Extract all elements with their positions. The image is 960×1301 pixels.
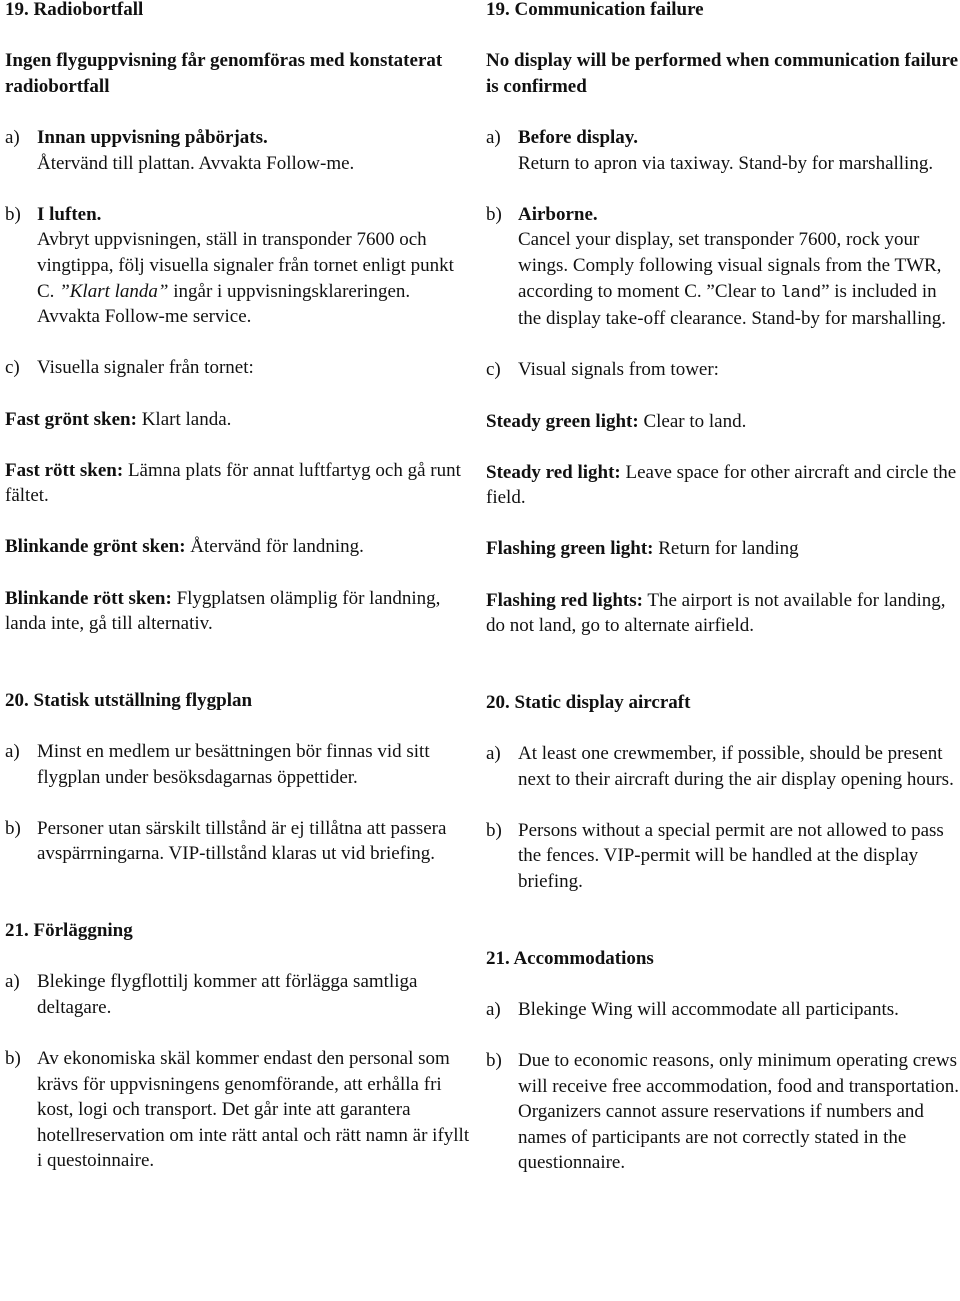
section-number: 21. [486,947,510,969]
section-intro: No display will be performed when communication failure is confirmed [486,50,959,97]
section-heading: 19. Communication failure [486,0,704,20]
signal-text: Return for landing [658,538,799,560]
item-a [5,125,473,176]
item-label: b) [486,203,502,225]
signal-text: Leave space for other aircraft and circle the field. [486,461,957,509]
section-title: Förläggning [33,920,133,941]
item-text: Blekinge Wing will accommodate all participants. [518,998,899,1020]
section-19-sv [5,0,473,637]
item-title: Innan uppvisning påbörjats. [37,126,268,148]
section-heading [5,688,473,714]
item-label: a) [5,126,20,148]
item-label: b) [486,819,502,841]
item-text [518,227,960,331]
section-number: 21. [5,920,29,941]
signal-term: Flashing red lights: [486,589,643,611]
item-text: Av ekonomiska skäl kommer endast den personal som krävs för uppvisningens genomförande, att erhålla fri kost, logi och transport. Det går inte att garantera hotellreservation om inte rätt antal och rätt namn är ifyllt i questoinnaire. [37,1047,470,1172]
item-b [486,818,960,895]
signal-flashing-red [486,588,960,639]
signal-steady-green [486,409,960,435]
item-a [5,969,473,1020]
english-column [486,0,960,1176]
signal-term: Fast grönt sken: [5,408,137,430]
item-label: c) [486,359,501,381]
item-title: Visuella signaler från tornet: [37,357,254,379]
signal-flashing-green [5,534,473,560]
item-c [486,357,960,383]
item-label: a) [5,971,20,993]
item-quote-mono: land [780,283,822,303]
signal-text: Lämna plats för annat luftfartyg och gå runt fältet. [5,459,461,507]
item-title: I luften. [37,203,102,225]
signal-flashing-green [486,536,960,562]
item-label: a) [5,741,20,763]
section-title: Statisk utställning flygplan [33,689,253,711]
section-heading [486,690,960,716]
signal-term: Steady green light: [486,410,639,432]
item-label: a) [486,998,501,1020]
signal-term: Flashing green light: [486,538,654,560]
signal-flashing-red [5,586,473,637]
section-19-en [486,0,960,639]
signal-text: Återvänd för landning. [190,536,364,558]
signal-text: The airport is not available for landing, do not land, go to alternate airfield. [486,589,946,637]
signal-steady-red [5,458,473,509]
item-label: b) [5,817,21,839]
item-quote-open: ”Clear to [706,280,776,302]
item-title: Visual signals from tower: [518,359,719,381]
item-label: b) [486,1049,502,1071]
item-c [5,355,473,381]
item-text: Personer utan särskilt tillstånd är ej tillåtna att passera avspärrningarna. VIP-tillstånd klaras ut vid briefing. [37,817,447,865]
section-number: 20. [486,691,510,713]
item-title: Airborne. [518,203,598,225]
item-text: Due to economic reasons, only minimum operating crews will receive free accommodation, food and transportation. Organizers cannot assure reservations if numbers and names of participants are not correctly stated in the questionnaire. [518,1049,960,1174]
item-a [486,741,960,792]
item-text-part: ingår i uppvisningsklareringen. Avvakta Follow-me service. [37,280,411,328]
item-label: c) [5,357,20,379]
section-intro: Ingen flyguppvisning får genomföras med konstaterat radiobortfall [5,50,443,97]
section-20-en [486,690,960,895]
signal-text: Klart landa. [141,408,232,430]
section-heading [486,946,960,972]
section-number: 20. [5,689,29,711]
item-label: a) [486,743,501,765]
item-label: b) [5,203,21,225]
item-b [5,816,473,867]
item-a [486,997,960,1023]
item-b [5,1046,473,1174]
item-a [486,125,960,176]
item-text: Återvänd till plattan. Avvakta Follow-me. [37,152,355,174]
item-b [5,202,473,330]
signal-text: Clear to land. [643,410,747,432]
signal-term: Fast rött sken: [5,459,124,481]
item-text-part: is included in the display take-off clearance. Stand-by for marshalling. [518,280,947,330]
signal-text: Flygplatsen olämplig för landning, landa inte, gå till alternativ. [5,587,441,635]
item-text: Persons without a special permit are not allowed to pass the fences. VIP-permit will be handled at the display briefing. [518,819,944,892]
item-text: Return to apron via taxiway. Stand-by for marshalling. [518,152,934,174]
section-heading [5,918,473,944]
signal-term: Blinkande grönt sken: [5,536,186,558]
item-a [5,739,473,790]
section-21-en [486,946,960,1176]
item-text: Minst en medlem ur besättningen bör finnas vid sitt flygplan under besöksdagarnas öppettider. [37,741,430,788]
section-21-sv [5,918,473,1174]
item-label: a) [486,126,501,148]
item-quote: ”Klart landa” [59,280,169,302]
item-title: Before display. [518,126,638,148]
section-title: Accommodations [513,947,654,969]
signal-term: Blinkande rött sken: [5,587,172,609]
item-text-part: Cancel your display, set transponder 7600, rock your wings. Comply following visual signals from the TWR, according to moment C. [518,229,942,302]
item-quote-close: ” [821,280,830,302]
section-20-sv [5,688,473,867]
item-b [486,1048,960,1176]
item-text: At least one crewmember, if possible, should be present next to their aircraft during the air display opening hours. [518,743,954,790]
signal-steady-red [486,460,960,511]
signal-steady-green [5,407,473,433]
item-text-part: Avbryt uppvisningen, ställ in transponder 7600 och vingtippa, följ visuella signaler från tornet enligt punkt C. [37,229,454,302]
section-heading: 19. Radiobortfall [5,0,144,20]
swedish-column [5,0,473,1174]
item-text [37,227,473,329]
item-b [486,202,960,332]
item-label: b) [5,1047,21,1069]
item-text: Blekinge flygflottilj kommer att förlägga samtliga deltagare. [37,971,418,1018]
signal-term: Steady red light: [486,461,621,483]
section-title: Static display aircraft [514,691,691,713]
